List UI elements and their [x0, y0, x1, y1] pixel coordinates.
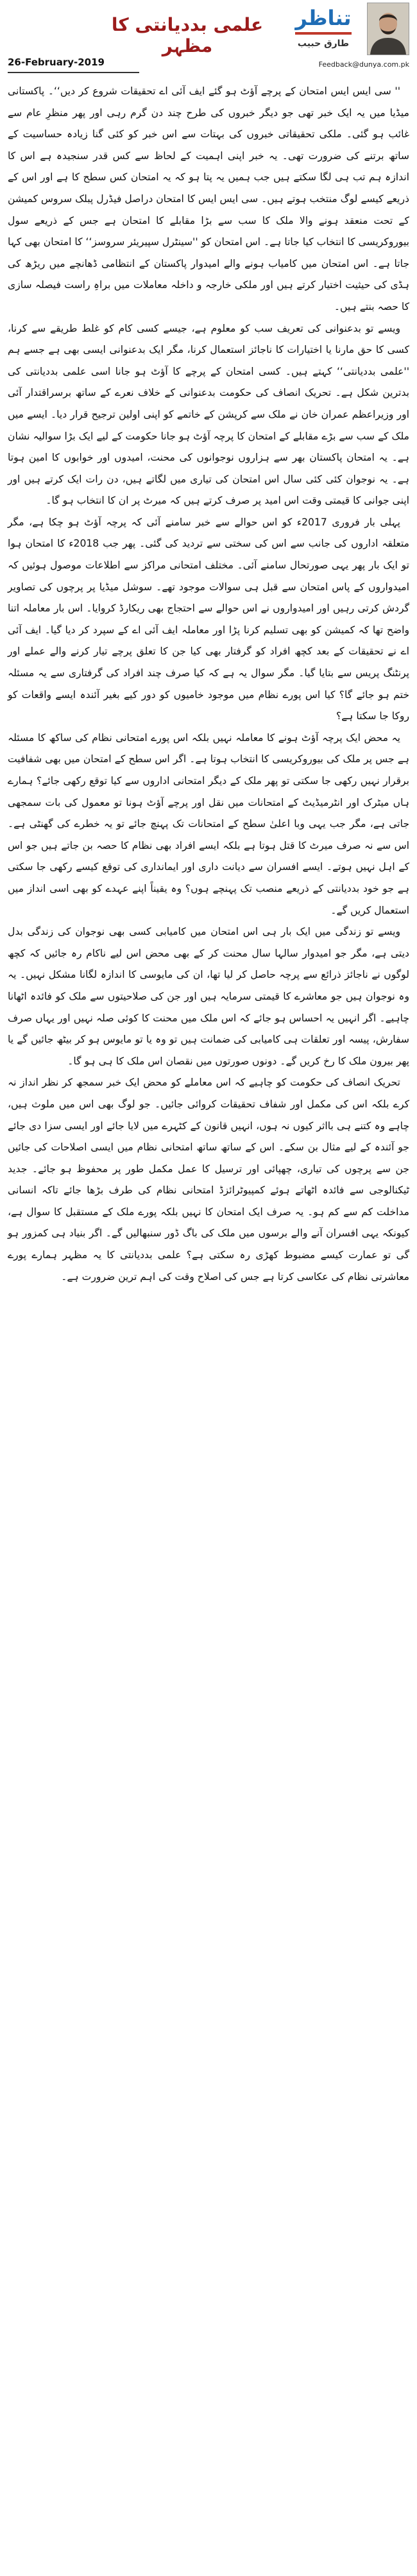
author-portrait-icon: [368, 3, 409, 55]
column-header: [8, 0, 409, 76]
column-brand: [285, 4, 362, 49]
article-title: علمی بددیانتی کا مظہر: [111, 14, 264, 56]
article-paragraph: '' سی ایس ایس امتحان کے پرچے آؤٹ ہو گئے ایف آئی اے تحقیقات شروع کر دیں‘‘۔ پاکستانی میڈیا میں یہ ایک خبر تھی جو دیگر خبروں کی طرح چند دن گرم رہی اور پھر منظرِ عام سے غائب ہو گئی۔ ملکی تحقیقاتی خبروں کی بہتات سے اس خبر کو کئی گنا زیادہ حساسیت کے ساتھ برتنے کی ضرورت تھی۔ یہ خبر اپنی اہمیت کے لحاظ سے کس قدر سنجیدہ ہے اس کا اندازہ ہم تب ہی لگا سکتے ہیں جب ہمیں یہ پتا ہو کہ یہ امتحان کس سطح کا ہے اور اس کے ذریعے کیسے لوگ منتخب ہوتے ہیں۔ سی ایس ایس کا امتحان دراصل فیڈرل پبلک سروس کمیشن کے تحت منعقد ہونے والا ملک کا سب سے بڑا مقابلے کا امتحان ہے جس کے ذریعے سول بیوروکریسی کا انتخاب کیا جاتا ہے۔ اس امتحان کو ''سینٹرل سپیریئر سروسز‘‘ کا امتحان بھی کہا جاتا ہے۔ اس امتحان میں کامیاب ہونے والے امیدوار پاکستان کے انتظامی ڈھانچے میں ریڑھ کی ہڈی کی حیثیت اختیار کرتے ہیں اور ملکی خارجہ و داخلہ معاملات میں براہِ راست فیصلہ سازی کا حصہ بنتے ہیں۔: [8, 85, 409, 312]
article-paragraph: پہلی بار فروری 2017ء کو اس حوالے سے خبر سامنے آئی کہ پرچہ آؤٹ ہو چکا ہے، مگر متعلقہ اداروں کی جانب سے اس کی سختی سے تردید کی گئی۔ پھر جب 2018ء کا امتحان ہوا تو ایک بار پھر یہی صورتحال سامنے آئی۔ مختلف امتحانی مراکز سے اطلاعات موصول ہوئیں کہ امیدواروں کے پاس امتحان سے قبل ہی سوالات موجود تھے۔ سوشل میڈیا پر پرچوں کی تصاویر گردش کرتی رہیں اور امیدواروں نے اس حوالے سے احتجاج بھی ریکارڈ کروایا۔ اس بار معاملہ اتنا واضح تھا کہ کمیشن کو بھی تسلیم کرنا پڑا اور معاملہ ایف آئی اے کے سپرد کر دیا گیا۔ ایف آئی اے نے تحقیقات کے بعد کچھ افراد کو گرفتار بھی کیا جن کا تعلق پرچے تیار کرنے والے عملے اور پرنٹنگ پریس سے بتایا گیا۔ مگر سوال یہ ہے کہ کیا صرف چند افراد کی گرفتاری سے یہ مسئلہ ختم ہو جائے گا؟ کیا اس پورے نظام میں موجود خامیوں کو دور کیے بغیر آئندہ ایسے واقعات کو روکا جا سکتا ہے؟: [8, 516, 409, 722]
column-name: تناظر: [295, 6, 352, 30]
article-paragraph: ویسے تو بدعنوانی کی تعریف سب کو معلوم ہے، جیسے کسی کام کو غلط طریقے سے کرنا، کسی کا حق مارنا یا اختیارات کا ناجائز استعمال کرنا، مگر ایک بدعنوانی ایسی بھی ہے جسے ہم ''علمی بددیانتی‘‘ کہتے ہیں۔ کسی امتحان کے پرچے کا آؤٹ ہو جانا اسی علمی بددیانتی کی بدترین شکل ہے۔ تحریک انصاف کی حکومت بدعنوانی کے خلاف نعرے کے ساتھ برسراقتدار آئی اور وزیراعظم عمران خان نے ملک سے کرپشن کے خاتمے کو اپنی اولین ترجیح قرار دیا۔ ایسے میں ملک کے سب سے بڑے مقابلے کے امتحان کا پرچہ آؤٹ ہو جانا حکومت کے لیے ایک بڑا سوالیہ نشان ہے۔ یہ امتحان پاکستان بھر سے ہزاروں نوجوانوں کی محنت، امیدوں اور خوابوں کا امین ہوتا ہے۔ یہ نوجوان کئی کئی سال اس امتحان کی تیاری میں لگاتے ہیں، دن رات ایک کرتے ہیں اور اپنی جوانی کا قیمتی وقت اس امید پر صرف کرتے ہیں کہ میرٹ پر ان کا انتخاب ہو گا۔: [8, 322, 409, 507]
article-paragraph: یہ محض ایک پرچہ آؤٹ ہونے کا معاملہ نہیں بلکہ اس پورے امتحانی نظام کی ساکھ کا مسئلہ ہے جس پر ملک کی بیوروکریسی کا انتخاب ہوتا ہے۔ اگر اس سطح کے امتحان میں بھی شفافیت برقرار نہیں رکھی جا سکتی تو پھر ملک کے دیگر امتحانی اداروں سے کیا توقع رکھی جائے؟ ہمارے ہاں میٹرک اور انٹرمیڈیٹ کے امتحانات میں نقل اور پرچے آؤٹ ہونا تو معمول کی بات سمجھی جاتی ہے، مگر جب یہی وبا اعلیٰ سطح کے امتحانات تک پہنچ جائے تو یہ خطرے کی گھنٹی ہے۔ اس سے نہ صرف میرٹ کا قتل ہوتا ہے بلکہ ایسے افراد بھی نظام کا حصہ بن جاتے ہیں جو اس کے اہل نہیں ہوتے۔ ایسے افسران سے دیانت داری اور ایمانداری کی توقع کیسے رکھی جا سکتی ہے جو خود بددیانتی کے ذریعے منصب تک پہنچے ہوں؟ وہ یقیناً اپنے عہدے کو بھی اسی انداز میں استعمال کریں گے۔: [8, 731, 409, 916]
date-divider: [8, 72, 139, 73]
feedback-email[interactable]: Feedback@dunya.com.pk: [318, 60, 409, 69]
brand-underline: [295, 32, 352, 35]
article-body: [8, 81, 409, 1288]
article-paragraph: تحریک انصاف کی حکومت کو چاہیے کہ اس معاملے کو محض ایک خبر سمجھ کر نظر انداز نہ کرے بلکہ اس کی مکمل اور شفاف تحقیقات کروائی جائیں۔ جو لوگ بھی اس میں ملوث ہیں، چاہے وہ کتنے ہی بااثر کیوں نہ ہوں، انہیں قانون کے کٹہرے میں لایا جائے اور ایسی سزا دی جائے جو آئندہ کے لیے مثال بن سکے۔ اس کے ساتھ ساتھ امتحانی نظام میں ایسی اصلاحات کی جائیں جن سے پرچوں کی تیاری، چھپائی اور ترسیل کا عمل مکمل طور پر محفوظ ہو جائے۔ جدید ٹیکنالوجی سے فائدہ اٹھاتے ہوئے کمپیوٹرائزڈ امتحانی نظام کی طرف بڑھا جائے تاکہ انسانی مداخلت کم سے کم ہو۔ یہ صرف ایک امتحان کا نہیں بلکہ پورے ملک کے مستقبل کا سوال ہے، کیونکہ یہی افسران آنے والے برسوں میں ملک کی باگ ڈور سنبھالیں گے۔ اگر بنیاد ہی کمزور ہو گی تو عمارت کیسے مضبوط کھڑی رہ سکتی ہے؟ علمی بددیانتی کا یہ مظہر ہمارے پورے معاشرتی نظام کی عکاسی کرتا ہے جس کی اصلاح وقت کی اہم ترین ضرورت ہے۔: [8, 1077, 409, 1283]
author-name: طارق حبیب: [297, 38, 350, 49]
article-paragraph: ویسے تو زندگی میں ایک بار ہی اس امتحان میں کامیابی کسی بھی نوجوان کی زندگی بدل دیتی ہے، مگر جو امیدوار سالہا سال محنت کر کے بھی محض اس لیے ناکام رہ جائیں کہ کچھ لوگوں نے ناجائز ذرائع سے پرچہ حاصل کر لیا تھا، ان کی مایوسی کا اندازہ لگانا مشکل نہیں۔ یہ وہ نوجوان ہیں جو معاشرے کا قیمتی سرمایہ ہیں اور جن کی صلاحیتوں سے ملک کو فائدہ اٹھانا چاہیے۔ اگر انہیں یہ احساس ہو جائے کہ اس ملک میں محنت کا کوئی صلہ نہیں اور یہاں صرف سفارش، پیسہ اور تعلقات ہی کامیابی کی ضمانت ہیں تو وہ یا تو مایوس ہو کر بیٹھ جائیں گے یا پھر بیرون ملک کا رخ کریں گے۔ دونوں صورتوں میں نقصان اس ملک کا ہی ہو گا۔: [8, 926, 409, 1067]
author-photo: [367, 3, 409, 55]
publish-date: 26-February-2019: [8, 56, 105, 68]
